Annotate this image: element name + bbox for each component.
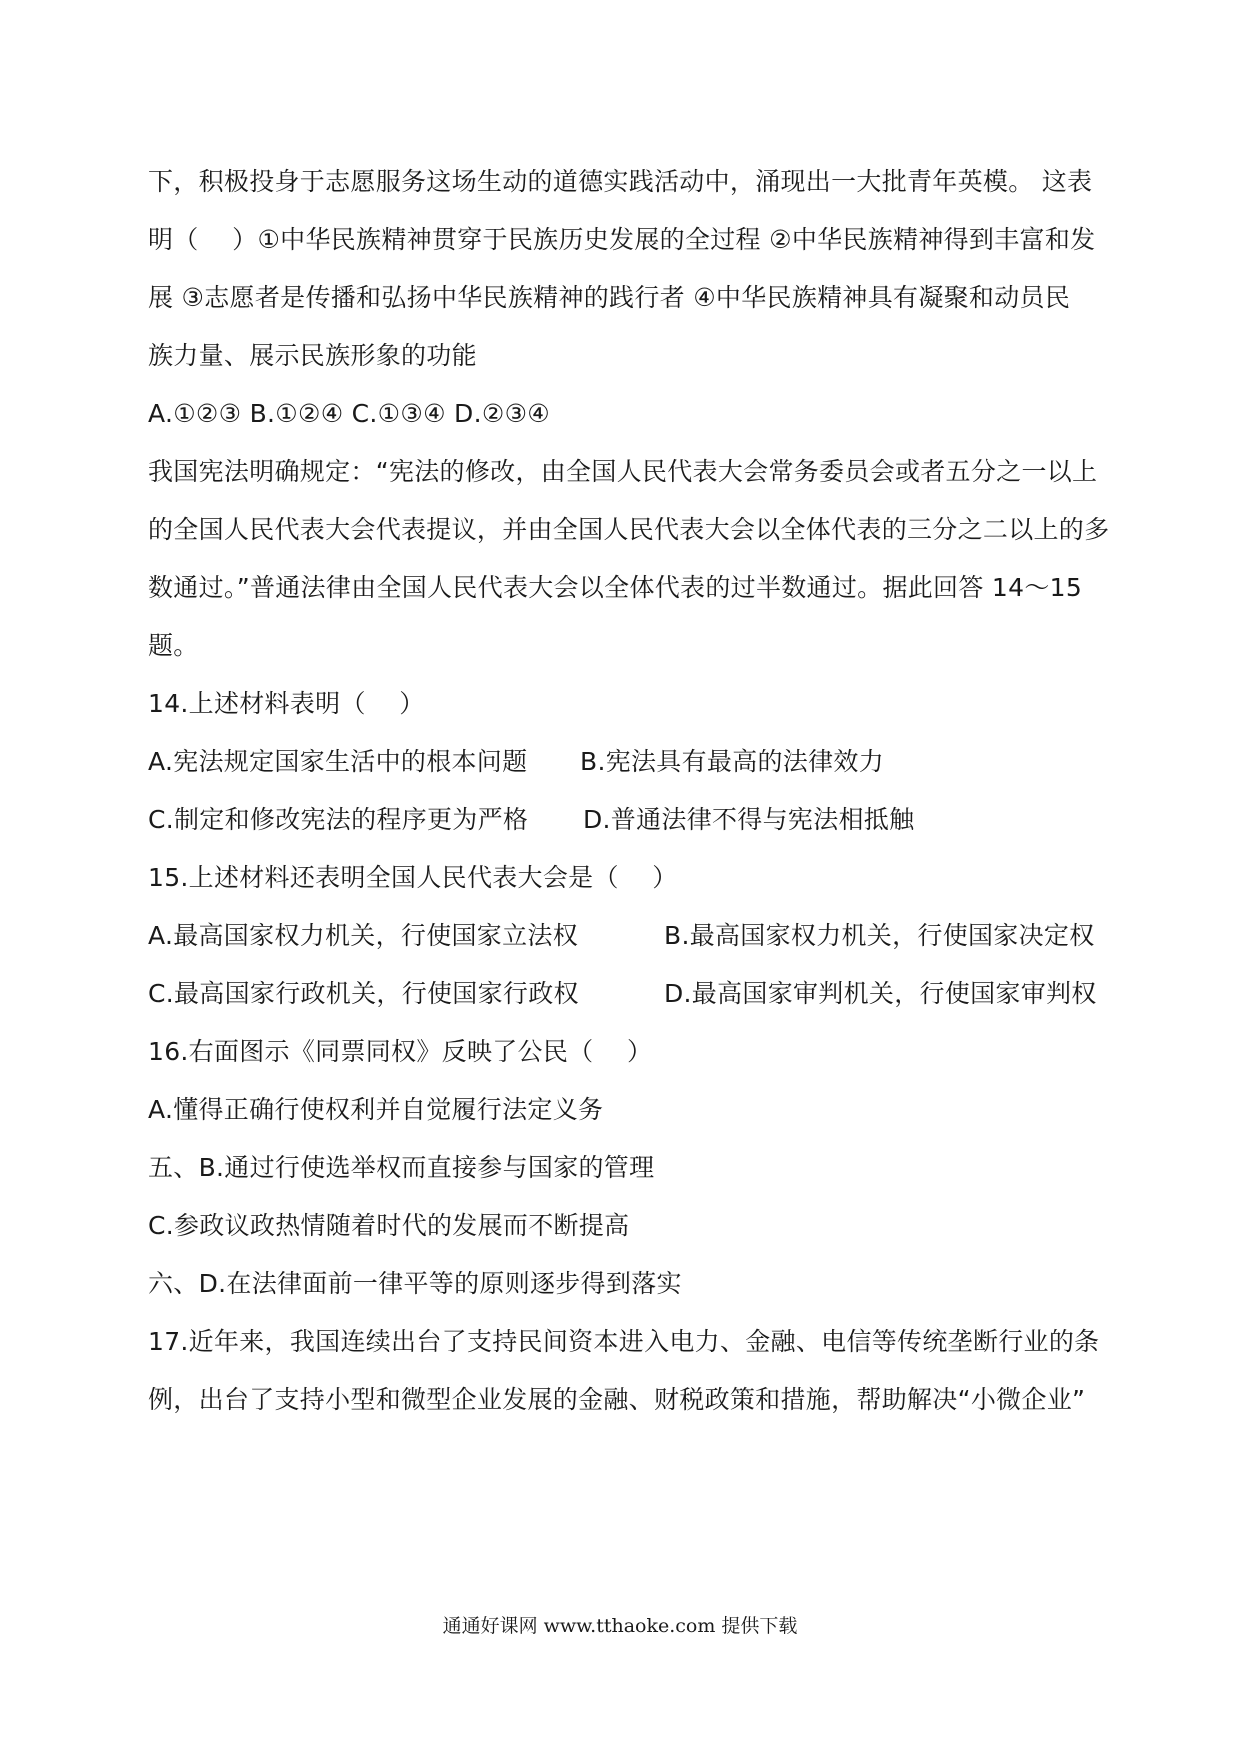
q17-line-2: 例，出台了支持小型和微型企业发展的金融、财税政策和措施，帮助解决“小微企业” — [148, 1385, 1086, 1414]
q13-line-1: 下，积极投身于志愿服务这场生动的道德实践活动中，涌现出一大批青年英模。 这表 — [148, 167, 1093, 196]
q15-option-b: B.最高国家权力机关，行使国家决定权 — [664, 921, 1095, 950]
q15-stem: 15.上述材料还表明全国人民代表大会是（ ） — [148, 863, 678, 892]
material-line-2: 的全国人民代表大会代表提议，并由全国人民代表大会以全体代表的三分之二以上的多 — [148, 515, 1110, 544]
q13-line-4: 族力量、展示民族形象的功能 — [148, 341, 477, 370]
q16-option-a: A.懂得正确行使权利并自觉履行法定义务 — [148, 1095, 604, 1124]
material-line-3: 数通过。”普通法律由全国人民代表大会以全体代表的过半数通过。据此回答 14～15 — [148, 573, 1083, 602]
q15-option-c: C.最高国家行政机关，行使国家行政权 — [148, 979, 579, 1008]
q16-stem: 16.右面图示《同票同权》反映了公民（ ） — [148, 1037, 653, 1066]
q14-option-a: A.宪法规定国家生活中的根本问题 — [148, 747, 528, 776]
q14-stem: 14.上述材料表明（ ） — [148, 689, 425, 718]
q16-option-c: C.参政议政热情随着时代的发展而不断提高 — [148, 1211, 630, 1240]
q14-option-b: B.宪法具有最高的法律效力 — [580, 747, 884, 776]
q13-line-3: 展 ③志愿者是传播和弘扬中华民族精神的践行者 ④中华民族精神具有凝聚和动员民 — [148, 283, 1071, 312]
q13-line-2: 明（ ）①中华民族精神贯穿于民族历史发展的全过程 ②中华民族精神得到丰富和发 — [148, 225, 1096, 254]
footer-source-text: 通通好课网 www.tthaoke.com 提供下载 — [442, 1615, 798, 1637]
q17-line-1: 17.近年来，我国连续出台了支持民间资本进入电力、金融、电信等传统垄断行业的条 — [148, 1327, 1100, 1356]
q14-option-d: D.普通法律不得与宪法相抵触 — [583, 805, 915, 834]
q14-option-c: C.制定和修改宪法的程序更为严格 — [148, 805, 529, 834]
q15-option-d: D.最高国家审判机关，行使国家审判权 — [664, 979, 1097, 1008]
material-line-1: 我国宪法明确规定：“宪法的修改，由全国人民代表大会常务委员会或者五分之一以上 — [148, 457, 1098, 486]
q13-options: A.①②③ B.①②④ C.①③④ D.②③④ — [148, 399, 550, 428]
q16-option-b: 五、B.通过行使选举权而直接参与国家的管理 — [148, 1153, 655, 1182]
material-line-4: 题。 — [148, 631, 199, 660]
q16-option-d: 六、D.在法律面前一律平等的原则逐步得到落实 — [148, 1269, 682, 1298]
q15-option-a: A.最高国家权力机关，行使国家立法权 — [148, 921, 579, 950]
